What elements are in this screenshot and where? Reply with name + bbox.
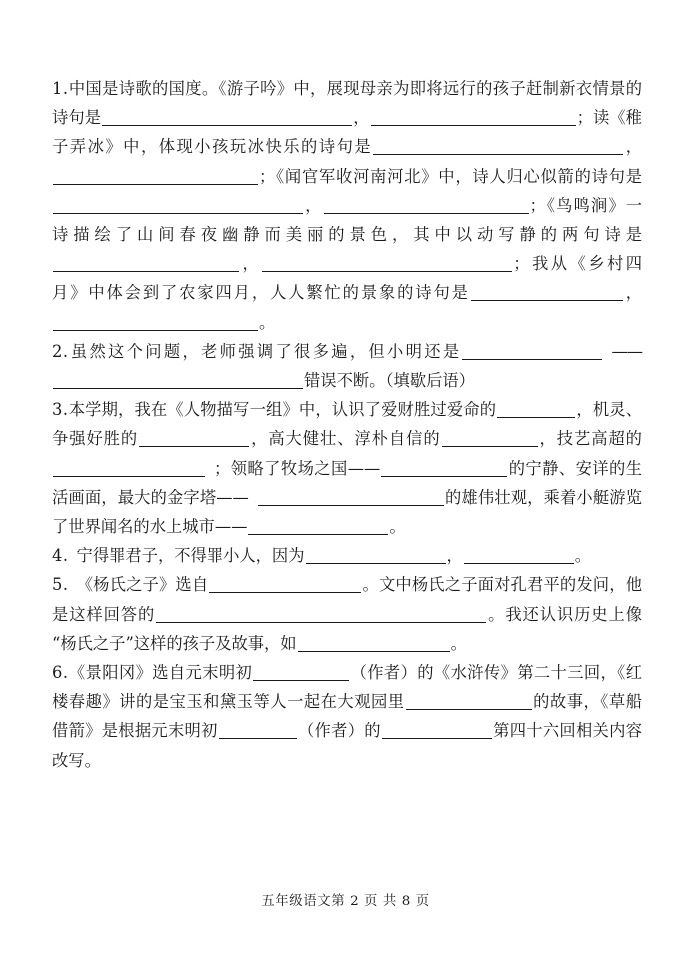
question-5-text-a: 《杨氏之子》选自 (76, 575, 209, 595)
question-3 (52, 395, 642, 541)
question-2-blank-2[interactable] (53, 371, 303, 389)
question-3-text-f: 的宁静、安详的生活画面，最大的金字塔—— (52, 458, 642, 507)
question-5-blank-2[interactable] (156, 605, 486, 623)
question-3-text-b: ，机灵、争强好胜的 (52, 400, 642, 449)
question-6-text-b: （作者）的《水浒传》第二十三回，《红楼春趣》讲的是宝玉和黛玉等人一起在大观园里 (52, 663, 642, 712)
question-5-text-b: 。文中杨氏之子面对孔君平的发问，他是这样回答的 (52, 575, 642, 624)
question-1-text-g: ；《鸟鸣涧》一诗描绘了山间春夜幽静而美丽的景色，其中以动写静的两句诗是 (52, 195, 642, 245)
question-6-text-e: 第四十六回相关内容改写。 (52, 721, 642, 770)
question-1 (52, 74, 642, 337)
question-1-text-a: 中国是诗歌的国度。《游子吟》中，展现母亲为即将远行的孩子赶制新衣情景的诗句是 (52, 79, 642, 128)
question-1-blank-2[interactable] (371, 108, 576, 126)
question-1-text-b: ， (353, 108, 370, 128)
question-3-blank-5[interactable] (381, 459, 507, 477)
question-3-text-d: ，技艺高超的 (538, 429, 642, 449)
question-5-number: 5. (52, 575, 69, 595)
question-3-text-e: ；领略了牧场之国—— (214, 458, 381, 478)
question-4-text-a: 宁得罪君子，不得罪小人，因为 (76, 546, 305, 566)
question-2-blank-1[interactable] (462, 342, 602, 360)
question-1-blank-3[interactable] (373, 137, 623, 155)
question-4-text-c: 。 (574, 546, 592, 566)
question-4-number: 4. (52, 546, 69, 566)
question-6-text-d: （作者）的 (297, 721, 381, 741)
question-4-text-b: ， (446, 546, 463, 566)
question-5-blank-3[interactable] (298, 634, 450, 652)
question-3-blank-6[interactable] (258, 488, 444, 506)
question-1-blank-7[interactable] (53, 254, 239, 272)
question-6-blank-1[interactable] (253, 663, 349, 681)
question-6-text-a: 《景阳冈》选自元末明初 (68, 663, 253, 683)
question-2-text-b: —— (611, 341, 642, 361)
question-6-number: 6. (52, 663, 69, 683)
question-3-text-h: 。 (389, 517, 406, 537)
question-1-text-h: ， (240, 254, 262, 274)
question-2 (52, 337, 642, 395)
question-6-blank-3[interactable] (219, 721, 297, 739)
question-3-blank-7[interactable] (248, 517, 388, 535)
question-5-text-c: 。我还认识历史上像“杨氏之子”这样的孩子及故事，如 (52, 604, 642, 653)
question-1-text-i: ；我从《乡村四月》中体会到了农家四月，人人繁忙的景象的诗句是 (52, 254, 642, 303)
question-4-blank-2[interactable] (464, 546, 574, 564)
question-3-blank-2[interactable] (139, 429, 249, 447)
question-3-blank-3[interactable] (442, 429, 538, 447)
question-6-blank-4[interactable] (382, 721, 492, 739)
question-1-blank-6[interactable] (324, 196, 529, 214)
question-1-blank-9[interactable] (471, 283, 623, 301)
question-1-blank-10[interactable] (53, 313, 258, 331)
question-5-blank-1[interactable] (209, 575, 361, 593)
questions-container (52, 74, 642, 775)
question-1-text-d: ， (624, 137, 642, 157)
question-2-number: 2. (52, 341, 69, 361)
question-3-text-g: 的雄伟壮观，乘着小艇游览了世界闻名的水上城市—— (52, 487, 642, 537)
question-2-text-c: 错误不断。（填歇后语） (304, 371, 475, 391)
question-5 (52, 570, 642, 658)
question-4-blank-1[interactable] (306, 546, 446, 564)
question-1-text-e: ；《闻官军收河南河北》中，诗人归心似箭的诗句是 (259, 166, 642, 186)
question-6-blank-2[interactable] (406, 692, 532, 710)
question-3-blank-1[interactable] (497, 400, 575, 418)
question-1-number: 1. (52, 79, 69, 98)
question-2-text-a: 虽然这个问题，老师强调了很多遍，但小明还是 (68, 341, 462, 361)
question-6-text-c: 的故事，《草船借箭》是根据元末明初 (52, 692, 642, 741)
question-1-blank-8[interactable] (262, 254, 512, 272)
question-1-blank-1[interactable] (102, 108, 352, 126)
question-3-number: 3. (52, 400, 69, 420)
question-3-blank-4[interactable] (53, 459, 205, 477)
page-footer: 五年级语文第 2 页 共 8 页 (261, 894, 430, 909)
question-6 (52, 658, 642, 775)
question-3-text-a: 本学期，我在《人物描写一组》中，认识了爱财胜过爱命的 (68, 400, 497, 420)
question-3-text-c: ，高大健壮、淳朴自信的 (250, 429, 441, 449)
question-4 (52, 541, 642, 570)
question-1-text-k: 。 (259, 312, 276, 332)
question-1-text-f: ， (304, 195, 323, 215)
question-1-blank-4[interactable] (53, 167, 258, 185)
question-1-text-j: ， (623, 283, 642, 303)
question-1-text-c: ；读《稚子弄冰》中，体现小孩玩冰快乐的诗句是 (52, 108, 642, 157)
question-1-blank-5[interactable] (53, 196, 303, 214)
question-5-text-d: 。 (450, 633, 467, 653)
